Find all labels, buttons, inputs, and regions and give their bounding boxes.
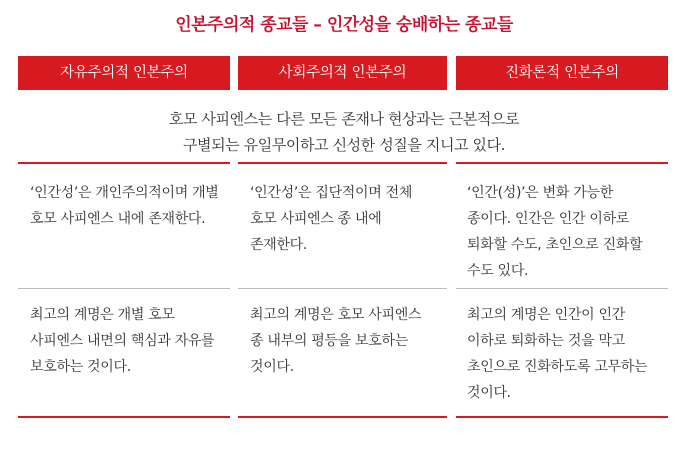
header-liberal-humanism: 자유주의적 인본주의 [18,56,230,90]
divider-row-col1 [18,288,230,289]
cell-socialist-humanity: ‘인간성’은 집단적이며 전체 호모 사피엔스 종 내에 존재한다. [250,185,413,253]
bottom-rule-col2 [238,416,447,418]
cell-evolutionary-commandment: 최고의 계명은 인간이 인간 이하로 퇴화하는 것을 막고 초인으로 진화하도록 고무하는 것이다. [467,307,648,401]
cell-socialist-commandment: 최고의 계명은 호모 사피엔스 종 내부의 평등을 보호하는 것이다. [250,307,422,375]
cell-liberal-commandment: 최고의 계명은 개별 호모 사피엔스 내면의 핵심과 자유를 보호하는 것이다. [30,307,215,375]
bottom-rule-col1 [18,416,230,418]
divider-row-col3 [456,288,668,289]
page-title: 인본주의적 종교들 – 인간성을 숭배하는 종교들 [175,15,513,35]
header-socialist-humanism: 사회주의적 인본주의 [238,56,447,90]
divider-row-col2 [238,288,447,289]
divider-common-col3 [456,162,668,164]
common-statement [0,106,688,158]
divider-common-col2 [238,162,447,164]
common-statement-line-2: 구별되는 유일무이하고 신성한 성질을 지니고 있다. [182,136,506,154]
cell-liberal-humanity: ‘인간성’은 개인주의적이며 개별 호모 사피엔스 내에 존재한다. [30,185,219,227]
divider-common-col1 [18,162,230,164]
cell-evolutionary-humanity: ‘인간(성)’은 변화 가능한 종이다. 인간은 인간 이하로 퇴화할 수도, 초인으로 진화할 수도 있다. [467,185,643,279]
common-statement-line-1: 호모 사피엔스는 다른 모든 존재나 현상과는 근본적으로 [168,110,520,128]
header-evolutionary-humanism: 진화론적 인본주의 [456,56,668,90]
bottom-rule-col3 [456,416,668,418]
